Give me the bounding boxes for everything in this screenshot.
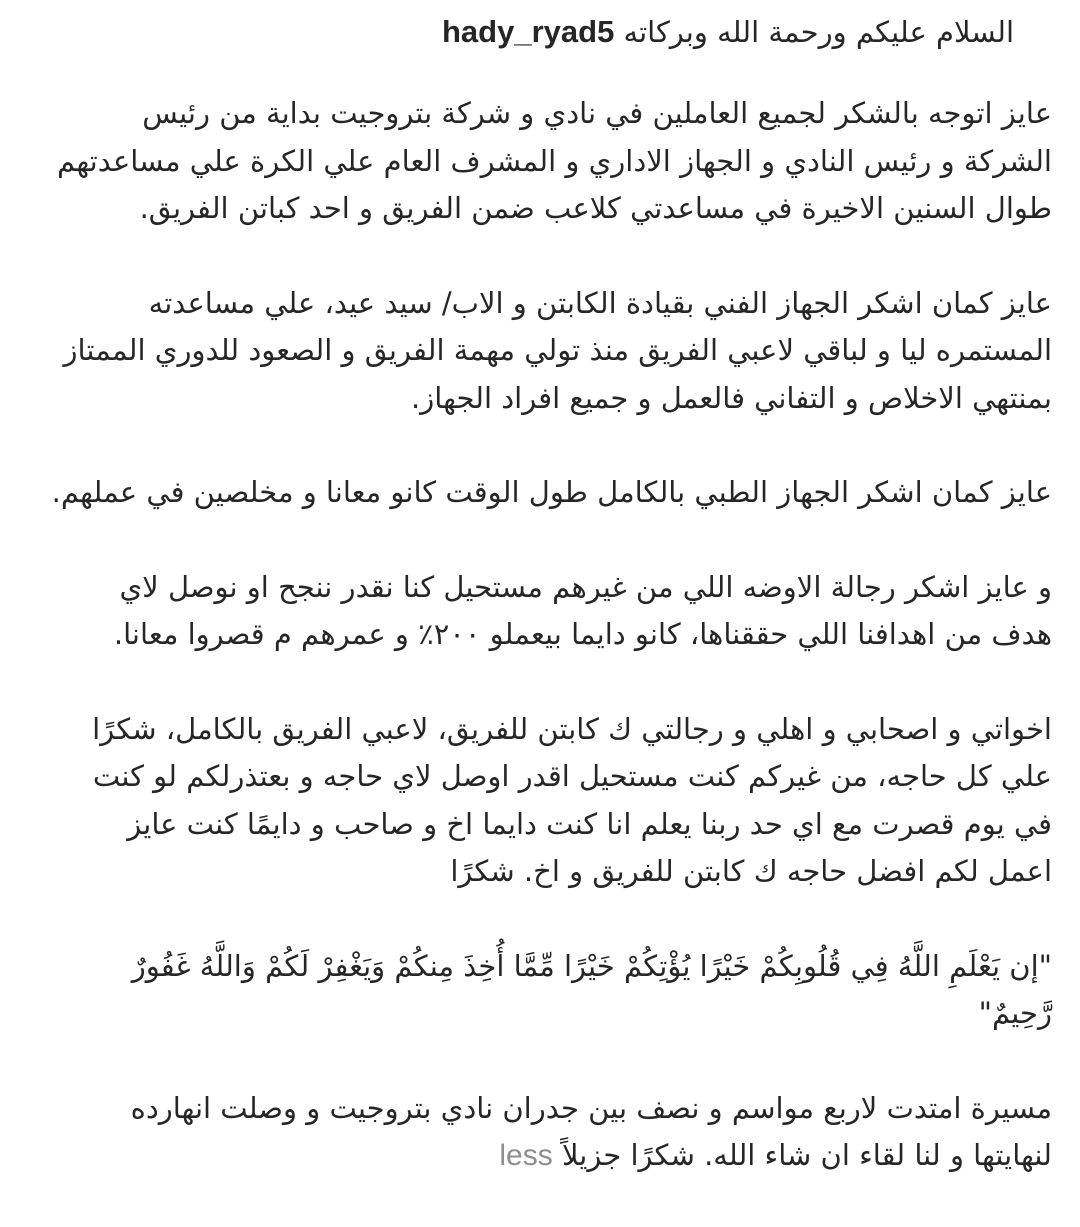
caption-line: اعمل لكم افضل حاجه ك كابتن للفريق و اخ. شكرًا [450, 854, 1052, 888]
caption-line: مسيرة امتدت لاربع مواسم و نصف بين جدران نادي بتروجيت و وصلت انهارده [130, 1090, 1052, 1125]
caption-paragraph [28, 280, 1052, 423]
caption-line: "إن يَعْلَمِ اللَّهُ فِي قُلُوبِكُمْ خَيْرًا يُؤْتِكُمْ خَيْرًا مِّمَّا أُخِذَ مِنكُمْ وَيَغْفِرْ لَكُمْ وَاللَّهُ غَفُورٌ [131, 948, 1052, 983]
caption-paragraph [28, 90, 1052, 233]
caption-line: عايز كمان اشكر الجهاز الفني بقيادة الكابتن و الاب/ سيد عيد، علي مساعدته [148, 285, 1052, 320]
caption-paragraph [28, 469, 1052, 517]
username-link[interactable]: hady_ryad5 [442, 14, 615, 49]
caption-paragraph [28, 706, 1052, 896]
caption-body [28, 90, 1052, 1038]
greeting-text: السلام عليكم ورحمة الله وبركاته [623, 15, 1015, 49]
caption-line: اخواتي و اصحابي و اهلي و رجالتي ك كابتن للفريق، لاعبي الفريق بالكامل، شكرًا [92, 711, 1052, 746]
caption-line: هدف من اهدافنا اللي حققناها، كانو دايما بيعملو ٢٠٠٪ و عمرهم م قصروا معانا. [113, 617, 1052, 651]
caption-line: في يوم قصرت مع اي حد ربنا يعلم انا كنت دايما اخ و صاحب و دايمًا كنت عايز [127, 806, 1052, 841]
caption-line: بمنتهي الاخلاص و التفاني فالعمل و جميع افراد الجهاز. [411, 380, 1052, 415]
post-caption [28, 6, 1052, 1227]
caption-line: الشركة و رئيس النادي و الجهاز الاداري و المشرف العام علي الكرة علي مساعدتهم [57, 143, 1052, 178]
caption-paragraph-final [28, 1085, 1052, 1180]
caption-line-last [28, 1132, 1052, 1180]
caption-line: و عايز اشكر رجالة الاوضه اللي من غيرهم مستحيل كنا نقدر ننجح او نوصل لاي [119, 569, 1052, 604]
caption-line: علي كل حاجه، من غيركم كنت مستحيل اقدر اوصل لاي حاجه و بعتذرلكم لو كنت [92, 759, 1052, 793]
caption-line: رَّحِيمٌ" [978, 996, 1052, 1030]
caption-line: طوال السنين الاخيرة في مساعدتي كلاعب ضمن الفريق و احد كباتن الفريق. [139, 191, 1052, 225]
caption-line: عايز كمان اشكر الجهاز الطبي بالكامل طول الوقت كانو معانا و مخلصين في عملهم. [51, 475, 1052, 509]
caption-line: المستمره ليا و لباقي لاعبي الفريق منذ تولي مهمة الفريق و الصعود للدوري الممتاز [63, 333, 1052, 367]
caption-line-text: لنهايتها و لنا لقاء ان شاء الله. شكرًا جزيلاً [561, 1138, 1052, 1172]
caption-line: عايز اتوجه بالشكر لجميع العاملين في نادي و شركة بتروجيت بداية من رئيس [142, 96, 1052, 130]
caption-header [442, 6, 1052, 58]
caption-paragraph [28, 943, 1052, 1038]
caption-paragraph [28, 564, 1052, 659]
less-button[interactable]: less [499, 1139, 553, 1172]
